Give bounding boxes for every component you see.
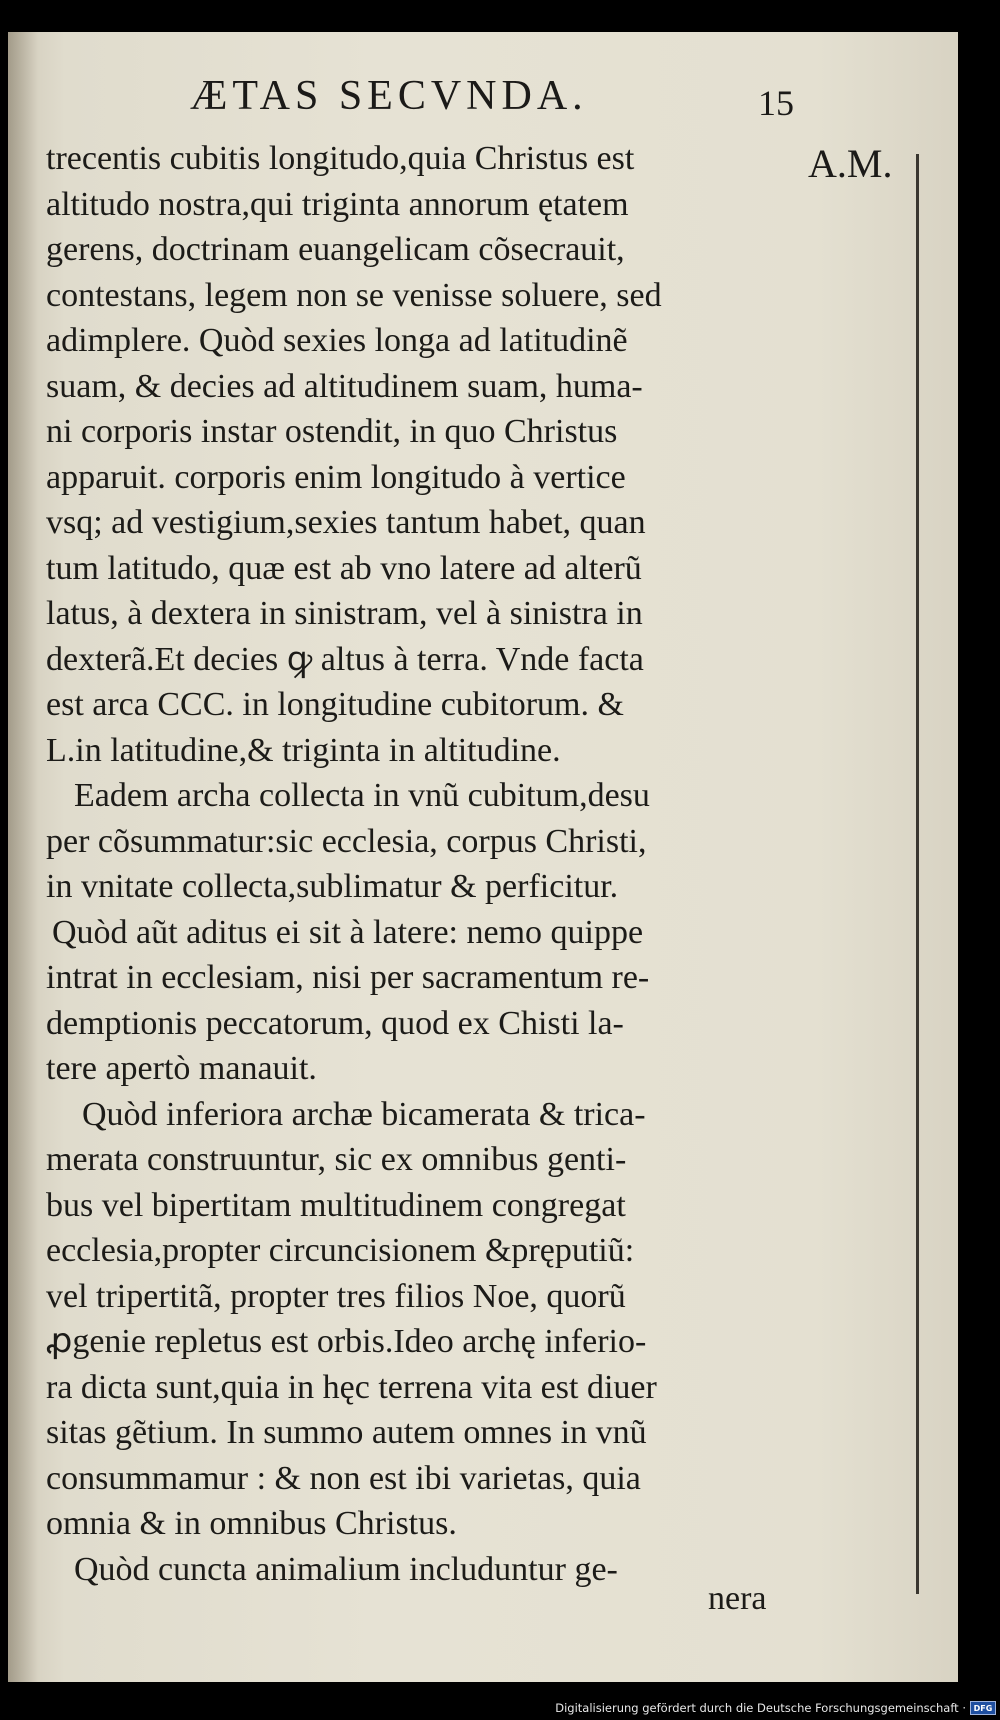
text-line: sitas gẽtium. In summo autem omnes in vnũ xyxy=(46,1414,647,1451)
text-line: intrat in ecclesiam, nisi per sacramentum re- xyxy=(46,959,650,996)
text-line: trecentis cubitis longitudo,quia Christus est xyxy=(46,140,635,177)
footer-bar xyxy=(0,1696,1000,1720)
text-line: Quòd cuncta animalium includuntur ge- xyxy=(74,1550,618,1588)
text-line: ra dicta sunt,quia in hęc terrena vita est diuer xyxy=(46,1368,657,1406)
text-line: bus vel bipertitam multitudinem congregat xyxy=(46,1186,626,1224)
running-title: ÆTAS SECVNDA. xyxy=(190,73,588,119)
funding-credit: Digitalisierung gefördert durch die Deutsche Forschungsgemeinschaft · xyxy=(555,1701,966,1715)
text-line: in vnitate collecta,sublimatur & perficitur. xyxy=(46,868,619,905)
text-line: gerens, doctrinam euangelicam cõsecrauit, xyxy=(46,231,625,268)
text-line: ni corporis instar ostendit, in quo Christus xyxy=(46,413,618,450)
text-line: altitudo nostra,qui triginta annorum ętatem xyxy=(46,185,629,223)
text-line: apparuit. corporis enim longitudo à vertice xyxy=(46,458,626,496)
text-line: adimplere. Quòd sexies longa ad latitudinẽ xyxy=(46,322,628,359)
text-line: dexterã.Et decies ꝙ altus à terra. Vnde facta xyxy=(46,640,644,678)
text-line: est arca CCC. in longitudine cubitorum. & xyxy=(46,686,624,723)
text-line: vel tripertitã, propter tres filios Noe, quorũ xyxy=(46,1277,626,1315)
book-page xyxy=(8,32,958,1682)
text-line: consummamur : & non est ibi varietas, quia xyxy=(46,1459,641,1497)
dfg-logo: DFG xyxy=(970,1701,996,1715)
text-line: tum latitudo, quæ est ab vno latere ad alterũ xyxy=(46,549,642,587)
body-text xyxy=(46,136,806,1592)
text-line: vsq; ad vestigium,sexies tantum habet, quan xyxy=(46,504,646,541)
margin-note: A.M. xyxy=(808,141,893,186)
text-line: tere apertò manauit. xyxy=(46,1050,317,1087)
text-line: Quòd inferiora archæ bicamerata & trica- xyxy=(82,1095,646,1133)
text-line: Quòd aũt aditus ei sit à latere: nemo quippe xyxy=(52,913,644,951)
margin-rule xyxy=(916,154,919,1594)
text-line: suam, & decies ad altitudinem suam, huma- xyxy=(46,367,643,405)
page-number: 15 xyxy=(758,83,794,123)
text-line: ꝓgenie repletus est orbis.Ideo archę inferio- xyxy=(46,1323,647,1360)
text-line: Eadem archa collecta in vnũ cubitum,desu xyxy=(74,777,650,814)
text-line: merata construuntur, sic ex omnibus genti- xyxy=(46,1141,627,1178)
text-line: contestans, legem non se venisse soluere, sed xyxy=(46,276,662,314)
text-line: ecclesia,propter circuncisionem &pręputiũ: xyxy=(46,1232,635,1269)
text-line: demptionis peccatorum, quod ex Chisti la- xyxy=(46,1004,624,1042)
text-line: omnia & in omnibus Christus. xyxy=(46,1505,457,1542)
text-line: L.in latitudine,& triginta in altitudine. xyxy=(46,731,561,769)
catchword: nera xyxy=(708,1580,767,1617)
text-line: per cõsummatur:sic ecclesia, corpus Christi, xyxy=(46,822,647,860)
text-line: latus, à dextera in sinistram, vel à sinistra in xyxy=(46,595,643,632)
